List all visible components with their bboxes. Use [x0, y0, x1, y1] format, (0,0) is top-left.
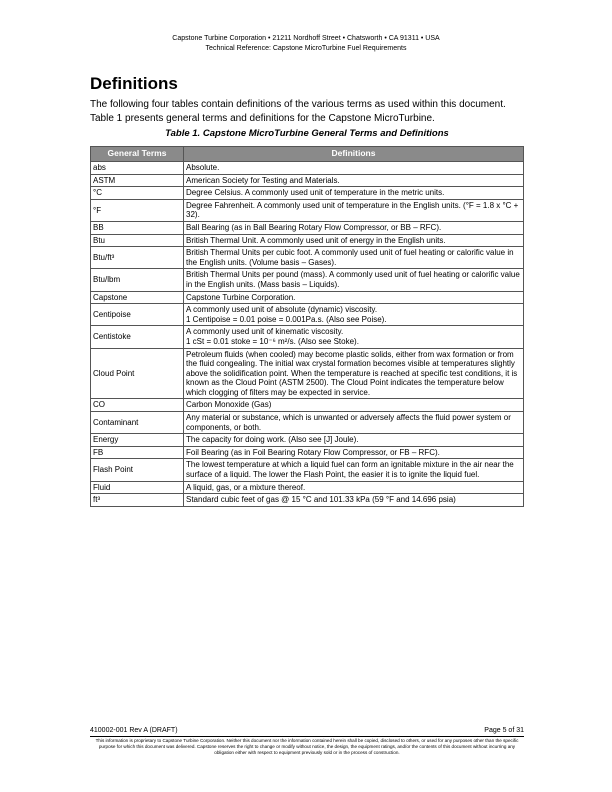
definition-cell: Ball Bearing (as in Ball Bearing Rotary Flow Compressor, or BB – RFC).	[184, 221, 524, 234]
table-row	[91, 269, 524, 291]
term-cell: °C	[91, 187, 184, 200]
column-header-terms: General Terms	[91, 147, 184, 162]
page-number: Page 5 of 31	[484, 727, 524, 734]
section-title: Definitions	[90, 74, 178, 93]
term-cell: Btu/lbm	[91, 269, 184, 291]
definition-cell: Absolute.	[184, 162, 524, 175]
definition-cell: A commonly used unit of kinematic viscosity. 1 cSt = 0.01 stoke = 10⁻⁶ m²/s. (Also see Stoke).	[184, 326, 524, 348]
term-cell: Flash Point	[91, 459, 184, 481]
definition-cell: Foil Bearing (as in Foil Bearing Rotary Flow Compressor, or FB – RFC).	[184, 446, 524, 459]
definition-cell: The lowest temperature at which a liquid fuel can form an ignitable mixture in the air near the surface of a liquid. The lower the Flash Point, the easier it is to ignite the liquid fuel.	[184, 459, 524, 481]
term-cell: abs	[91, 162, 184, 175]
table-header-row	[91, 147, 524, 162]
definition-cell: British Thermal Unit. A commonly used unit of energy in the English units.	[184, 234, 524, 247]
table-row	[91, 187, 524, 200]
definition-cell: Capstone Turbine Corporation.	[184, 291, 524, 304]
header-address: Capstone Turbine Corporation • 21211 Nordhoff Street • Chatsworth • CA 91311 • USA	[172, 35, 440, 42]
table-row	[91, 234, 524, 247]
table-row	[91, 348, 524, 399]
table-row	[91, 481, 524, 494]
term-cell: Contaminant	[91, 412, 184, 434]
definition-cell: British Thermal Units per pound (mass). A commonly used unit of fuel heating or calorific value in the English units. (Mass basis – Liquids).	[184, 269, 524, 291]
definition-cell: Degree Celsius. A commonly used unit of temperature in the metric units.	[184, 187, 524, 200]
table-row	[91, 494, 524, 507]
table-row	[91, 304, 524, 326]
term-cell: BB	[91, 221, 184, 234]
term-cell: CO	[91, 399, 184, 412]
proprietary-disclaimer: This information is proprietary to Capstone Turbine Corporation. Neither this document nor the information contained herein shall be copied, disclosed to others, or used for any purposes other than the specific purpose for which this document was delivered. Capstone reserves the right to change or modify without notice, the design, the equipment ratings, and/or the contents of this document without incurring any obligation either with respect to equipment previously sold or in the process of construction.	[95, 738, 519, 755]
term-cell: Centipoise	[91, 304, 184, 326]
footer-divider	[90, 736, 524, 737]
table-row	[91, 399, 524, 412]
table-row	[91, 446, 524, 459]
definition-cell: The capacity for doing work. (Also see [J] Joule).	[184, 434, 524, 447]
table-row	[91, 247, 524, 269]
table-row	[91, 291, 524, 304]
term-cell: FB	[91, 446, 184, 459]
term-cell: Cloud Point	[91, 348, 184, 399]
definition-cell: Degree Fahrenheit. A commonly used unit of temperature in the English units. (°F = 1.8 x °C + 32).	[184, 199, 524, 221]
definition-cell: Standard cubic feet of gas @ 15 °C and 101.33 kPa (59 °F and 14.696 psia)	[184, 494, 524, 507]
table-row	[91, 174, 524, 187]
term-cell: Fluid	[91, 481, 184, 494]
table-row	[91, 199, 524, 221]
definition-cell: American Society for Testing and Materials.	[184, 174, 524, 187]
term-cell: ASTM	[91, 174, 184, 187]
term-cell: Energy	[91, 434, 184, 447]
term-cell: Capstone	[91, 291, 184, 304]
definition-cell: A commonly used unit of absolute (dynamic) viscosity. 1 Centipoise = 0.01 poise = 0.001Pa.s. (Also see Poise).	[184, 304, 524, 326]
term-cell: Btu/ft³	[91, 247, 184, 269]
definition-cell: Any material or substance, which is unwanted or adversely affects the fluid power system or components, or both.	[184, 412, 524, 434]
definition-cell: Petroleum fluids (when cooled) may become plastic solids, either from wax formation or from the fluid congealing. The initial wax crystal formation becomes visible at temperatures slightly above the solidification point. When the temperature is reached at specific test conditions, it is known as the Cloud Point (ASTM 2500). The Cloud Point indicates the temperature below which clogging of filters may be expected in service.	[184, 348, 524, 399]
term-cell: Centistoke	[91, 326, 184, 348]
document-number: 410002-001 Rev A (DRAFT)	[90, 727, 178, 734]
intro-paragraph: The following four tables contain definitions of the various terms as used within this document. Table 1 presents general terms and definitions for the Capstone MicroTurbine.	[90, 99, 506, 124]
table-row	[91, 162, 524, 175]
definition-cell: A liquid, gas, or a mixture thereof.	[184, 481, 524, 494]
terms-table	[90, 146, 524, 507]
table-row	[91, 326, 524, 348]
header-reference: Technical Reference: Capstone MicroTurbine Fuel Requirements	[205, 45, 407, 52]
table-row	[91, 412, 524, 434]
definition-cell: Carbon Monoxide (Gas)	[184, 399, 524, 412]
term-cell: °F	[91, 199, 184, 221]
term-cell: Btu	[91, 234, 184, 247]
table-row	[91, 459, 524, 481]
table-caption: Table 1. Capstone MicroTurbine General Terms and Definitions	[165, 128, 449, 139]
table-row	[91, 434, 524, 447]
table-row	[91, 221, 524, 234]
definition-cell: British Thermal Units per cubic foot. A commonly used unit of fuel heating or calorific value in the English units. (Volume basis – Gases).	[184, 247, 524, 269]
column-header-definitions: Definitions	[184, 147, 524, 162]
term-cell: ft³	[91, 494, 184, 507]
